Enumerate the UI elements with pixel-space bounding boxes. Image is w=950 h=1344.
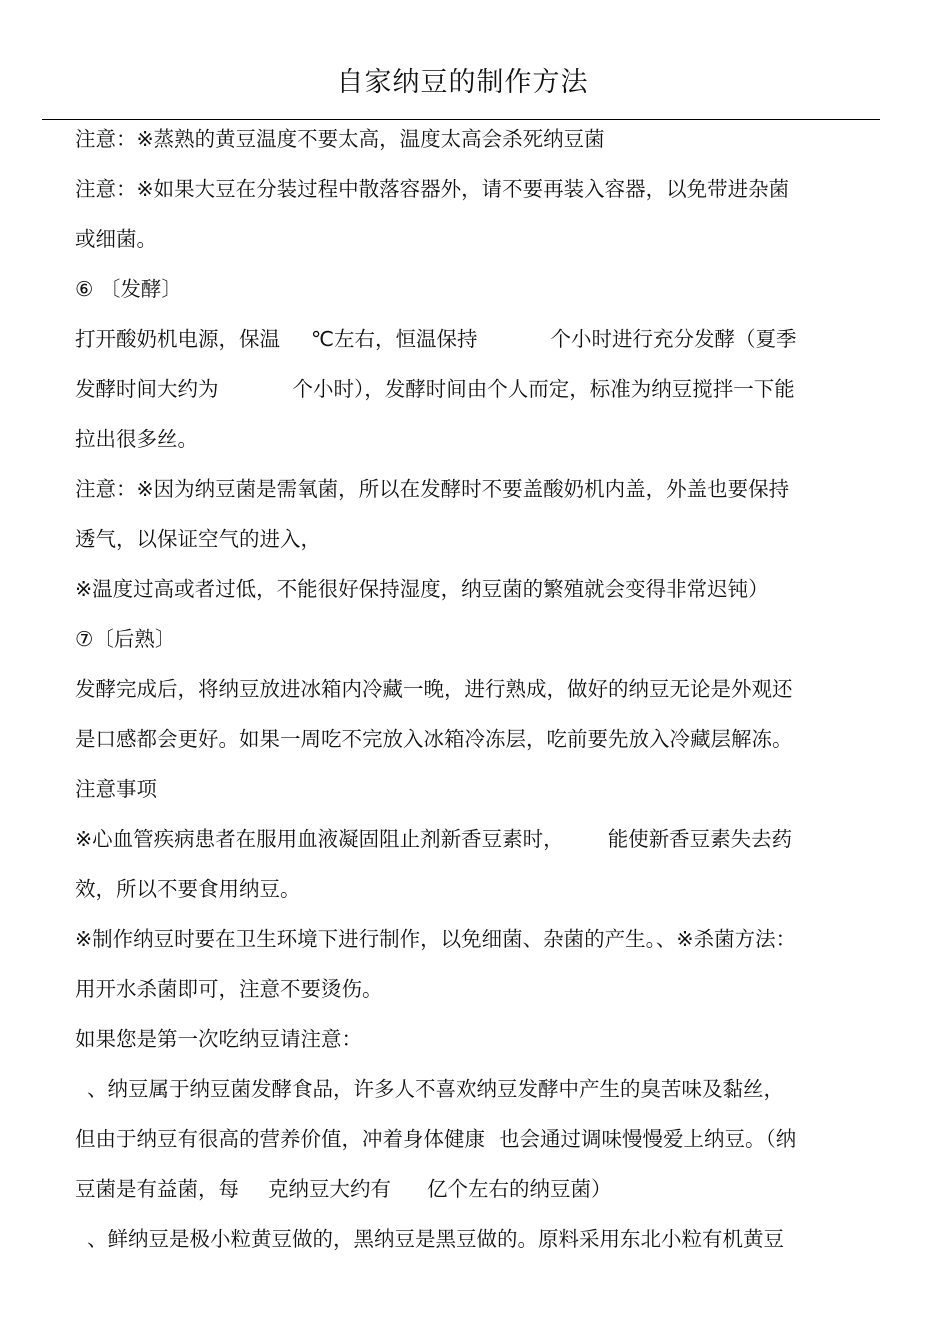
- body-line: 如果您是第一次吃纳豆请注意：: [75, 1027, 362, 1051]
- text-segment: ※心血管疾病患者在服用血液凝固阻止剂新香豆素时，: [75, 827, 564, 851]
- document-body: [75, 114, 865, 1264]
- section-heading-after-ripening: ⑦〔后熟〕: [75, 627, 176, 651]
- body-line: ※制作纳豆时要在卫生环境下进行制作，以免细菌、杂菌的产生。、※杀菌方法：: [75, 927, 797, 951]
- body-line: [75, 364, 865, 414]
- body-line: ※温度过高或者过低，不能很好保持湿度，纳豆菌的繁殖就会变得非常迟钝）: [75, 577, 769, 601]
- text-segment: 个小时进行充分发酵（夏季: [550, 327, 797, 351]
- text-segment: 豆菌是有益菌，每: [75, 1177, 239, 1201]
- body-line: [75, 1214, 865, 1264]
- body-line: 注意：※蒸熟的黄豆温度不要太高，温度太高会杀死纳豆菌: [75, 127, 605, 151]
- body-line: 拉出很多丝。: [75, 427, 198, 451]
- body-line: [75, 1164, 865, 1214]
- body-line: 效，所以不要食用纳豆。: [75, 877, 301, 901]
- body-line: 是口感都会更好。如果一周吃不完放入冰箱冷冻层，吃前要先放入冷藏层解冻。: [75, 727, 793, 751]
- text-segment: 克纳豆大约有: [268, 1177, 391, 1201]
- text-segment: 能使新香豆素失去药: [607, 827, 793, 851]
- text-segment: 打开酸奶机电源，保温: [75, 327, 280, 351]
- body-line: [75, 1114, 865, 1164]
- text-segment: 、纳豆属于纳豆菌发酵食品，许多人不喜欢纳豆发酵中产生的臭苦味及黏丝，: [87, 1077, 784, 1101]
- body-line: 或细菌。: [75, 227, 157, 251]
- text-segment: 亿个左右的纳豆菌）: [427, 1177, 612, 1201]
- body-line: 注意：※因为纳豆菌是需氧菌，所以在发酵时不要盖酸奶机内盖，外盖也要保持: [75, 477, 790, 501]
- text-segment: ℃左右，恒温保持: [311, 327, 478, 351]
- text-segment: 但由于纳豆有很高的营养价值，冲着身体健康: [75, 1127, 485, 1151]
- body-line: 用开水杀菌即可，注意不要烫伤。: [75, 977, 383, 1001]
- document-title: 自家纳豆的制作方法: [336, 67, 589, 98]
- body-line: 透气，以保证空气的进入，: [75, 527, 321, 551]
- body-line: 注意：※如果大豆在分装过程中散落容器外，请不要再装入容器，以免带进杂菌: [75, 177, 790, 201]
- text-segment: 、鲜纳豆是极小粒黄豆做的，黑纳豆是黑豆做的。原料采用东北小粒有机黄豆: [87, 1227, 784, 1251]
- section-heading-notes: 注意事项: [75, 777, 157, 801]
- body-line: [75, 814, 865, 864]
- body-line: [75, 1064, 865, 1114]
- text-segment: 个小时），发酵时间由个人而定，标准为纳豆搅拌一下能: [292, 377, 795, 401]
- text-segment: 发酵时间大约为: [75, 377, 219, 401]
- text-segment: 也会通过调味慢慢爱上纳豆。（纳: [499, 1127, 797, 1151]
- body-line: 发酵完成后，将纳豆放进冰箱内冷藏一晚，进行熟成，做好的纳豆无论是外观还: [75, 677, 793, 701]
- body-line: [75, 314, 865, 364]
- section-heading-fermentation: ⑥ 〔发酵〕: [75, 277, 182, 301]
